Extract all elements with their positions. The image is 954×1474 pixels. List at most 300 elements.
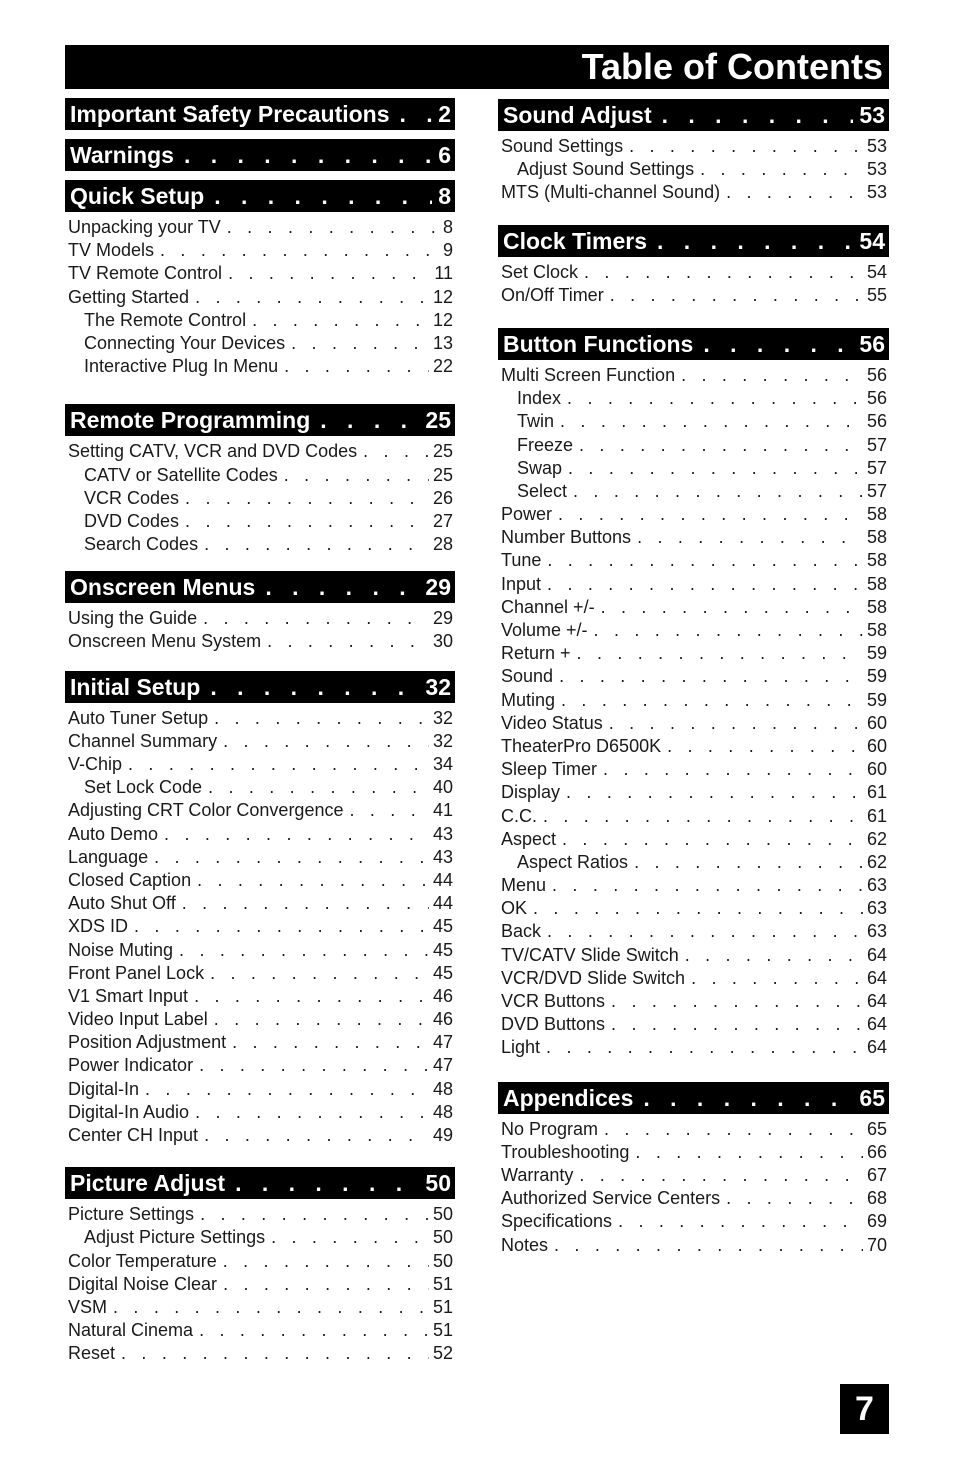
entry-label: Swap bbox=[517, 457, 563, 478]
entry-label: Getting Started bbox=[68, 286, 190, 307]
section-heading[interactable] bbox=[498, 225, 889, 257]
section-heading[interactable] bbox=[65, 1167, 455, 1199]
entry-label: Select bbox=[517, 480, 568, 501]
dot-leader bbox=[547, 920, 863, 943]
entry-label: Digital-In Audio bbox=[68, 1101, 190, 1122]
entry-label: Digital Noise Clear bbox=[68, 1273, 218, 1294]
entry-page: 57 bbox=[866, 434, 887, 455]
entry-page: 64 bbox=[866, 991, 887, 1011]
toc-entry[interactable] bbox=[68, 1031, 453, 1054]
entry-label: Sleep Timer bbox=[501, 759, 598, 780]
toc-entry[interactable] bbox=[501, 549, 887, 572]
dot-leader bbox=[559, 665, 863, 688]
toc-entry[interactable] bbox=[501, 990, 887, 1013]
toc-entry[interactable] bbox=[501, 135, 887, 158]
toc-entry[interactable] bbox=[501, 1164, 887, 1187]
toc-entry[interactable] bbox=[68, 239, 453, 262]
entry-page: 60 bbox=[866, 735, 887, 756]
entry-page: 61 bbox=[866, 805, 887, 826]
entry-label: Power Indicator bbox=[68, 1055, 194, 1076]
dot-leader bbox=[214, 707, 429, 730]
entry-label: Adjust Sound Settings bbox=[517, 159, 695, 180]
toc-subentry[interactable] bbox=[501, 410, 887, 433]
entry-page: 53 bbox=[866, 136, 887, 156]
entry-label: Specifications bbox=[501, 1211, 613, 1232]
dot-leader bbox=[214, 1008, 429, 1031]
entry-label: Connecting Your Devices bbox=[84, 332, 286, 353]
section-page: 32 bbox=[425, 673, 451, 700]
toc-entry[interactable] bbox=[501, 596, 887, 619]
dot-leader bbox=[700, 158, 863, 181]
toc-entry[interactable] bbox=[501, 1234, 887, 1257]
toc-entry[interactable] bbox=[501, 805, 887, 828]
toc-entry[interactable] bbox=[68, 799, 453, 822]
entry-list bbox=[65, 603, 455, 653]
dot-leader bbox=[629, 135, 863, 158]
entry-label: Aspect Ratios bbox=[517, 851, 629, 872]
dot-leader bbox=[552, 874, 863, 897]
entry-page: 32 bbox=[432, 730, 453, 751]
entry-page: 45 bbox=[432, 939, 453, 960]
toc-entry[interactable] bbox=[68, 869, 453, 892]
toc-entry[interactable] bbox=[501, 642, 887, 665]
toc-entry[interactable] bbox=[501, 689, 887, 712]
toc-subentry[interactable] bbox=[501, 387, 887, 410]
entry-page: 51 bbox=[432, 1296, 453, 1317]
entry-page: 62 bbox=[866, 828, 887, 849]
toc-entry[interactable] bbox=[68, 1296, 453, 1319]
toc-section bbox=[65, 98, 455, 130]
entry-page: 25 bbox=[432, 441, 453, 462]
entry-page: 28 bbox=[432, 534, 453, 555]
section-page: 6 bbox=[438, 142, 451, 168]
entry-page: 43 bbox=[432, 846, 453, 867]
dot-leader bbox=[182, 892, 429, 915]
toc-subentry[interactable] bbox=[68, 309, 453, 332]
dot-leader bbox=[618, 1210, 863, 1233]
entry-page: 64 bbox=[866, 944, 887, 965]
entry-page: 47 bbox=[432, 1055, 453, 1076]
dot-leader bbox=[134, 915, 429, 938]
toc-entry[interactable] bbox=[501, 665, 887, 688]
entry-page: 50 bbox=[432, 1250, 453, 1271]
entry-label: Return + bbox=[501, 643, 571, 664]
dot-leader bbox=[185, 510, 429, 533]
toc-entry[interactable] bbox=[501, 1036, 887, 1059]
section-title: Sound Adjust bbox=[503, 102, 652, 128]
entry-label: Menu bbox=[501, 875, 547, 896]
dot-leader bbox=[543, 805, 863, 828]
section-heading[interactable] bbox=[65, 98, 455, 130]
toc-subentry[interactable] bbox=[68, 1226, 453, 1249]
entry-list bbox=[498, 360, 889, 1060]
entry-page: 9 bbox=[442, 240, 453, 261]
toc-subentry[interactable] bbox=[501, 434, 887, 457]
entry-label: Number Buttons bbox=[501, 527, 632, 548]
dot-leader bbox=[233, 1167, 419, 1199]
toc-section bbox=[498, 328, 889, 1060]
toc-section bbox=[65, 671, 455, 1148]
toc-entry[interactable] bbox=[68, 846, 453, 869]
dot-leader bbox=[726, 1187, 863, 1210]
dot-leader bbox=[533, 897, 863, 920]
dot-leader bbox=[128, 753, 429, 776]
toc-entry[interactable] bbox=[68, 1054, 453, 1077]
dot-leader bbox=[227, 216, 439, 239]
toc-entry[interactable] bbox=[501, 1210, 887, 1233]
entry-label: Input bbox=[501, 573, 542, 594]
toc-section bbox=[65, 404, 455, 556]
entry-label: Set Clock bbox=[501, 261, 579, 282]
dot-leader bbox=[611, 1013, 863, 1036]
dot-leader bbox=[685, 944, 863, 967]
entry-page: 60 bbox=[866, 759, 887, 780]
toc-entry[interactable] bbox=[501, 758, 887, 781]
toc-entry[interactable] bbox=[68, 1078, 453, 1101]
entry-label: Auto Demo bbox=[68, 823, 159, 844]
entry-page: 43 bbox=[432, 823, 453, 844]
entry-label: Index bbox=[517, 388, 562, 409]
entry-page: 8 bbox=[442, 217, 453, 237]
toc-entry[interactable] bbox=[501, 181, 887, 204]
toc-entry[interactable] bbox=[501, 364, 887, 387]
dot-leader bbox=[584, 261, 863, 284]
entry-page: 13 bbox=[432, 332, 453, 353]
dot-leader bbox=[164, 823, 429, 846]
toc-entry[interactable] bbox=[501, 920, 887, 943]
entry-page: 49 bbox=[432, 1125, 453, 1145]
toc-entry[interactable] bbox=[501, 1187, 887, 1210]
section-heading[interactable] bbox=[498, 1082, 889, 1114]
entry-label: Onscreen Menu System bbox=[68, 631, 262, 652]
toc-entry[interactable] bbox=[68, 630, 453, 653]
toc-entry[interactable] bbox=[501, 1013, 887, 1036]
toc-entry[interactable] bbox=[501, 712, 887, 735]
toc-entry[interactable] bbox=[68, 1342, 453, 1365]
toc-entry[interactable] bbox=[501, 573, 887, 596]
entry-page: 56 bbox=[866, 364, 887, 385]
entry-label: DVD Buttons bbox=[501, 1014, 606, 1035]
dot-leader bbox=[208, 776, 429, 799]
dot-leader bbox=[208, 671, 419, 703]
section-title: Initial Setup bbox=[70, 673, 201, 700]
entry-label: Aspect bbox=[501, 828, 557, 849]
toc-entry[interactable] bbox=[68, 286, 453, 309]
toc-entry[interactable] bbox=[501, 284, 887, 307]
dot-leader bbox=[701, 328, 853, 360]
entry-page: 48 bbox=[432, 1101, 453, 1122]
dot-leader bbox=[194, 985, 429, 1008]
dot-leader bbox=[195, 1101, 429, 1124]
toc-entry[interactable] bbox=[68, 1250, 453, 1273]
dot-leader bbox=[267, 630, 429, 653]
toc-section bbox=[65, 180, 455, 378]
toc-section bbox=[498, 1082, 889, 1257]
entry-page: 50 bbox=[432, 1227, 453, 1248]
entry-label: Noise Muting bbox=[68, 939, 174, 960]
entry-page: 25 bbox=[432, 464, 453, 485]
entry-label: Channel +/- bbox=[501, 596, 595, 617]
entry-label: Authorized Service Centers bbox=[501, 1188, 721, 1209]
entry-page: 55 bbox=[866, 284, 887, 305]
entry-label: V1 Smart Input bbox=[68, 985, 189, 1006]
section-heading[interactable] bbox=[65, 139, 455, 171]
entry-page: 56 bbox=[866, 411, 887, 432]
toc-entry[interactable] bbox=[68, 1319, 453, 1342]
dot-leader bbox=[160, 239, 439, 262]
dot-leader bbox=[318, 404, 419, 436]
toc-section bbox=[498, 99, 889, 205]
toc-entry[interactable] bbox=[501, 967, 887, 990]
entry-page: 59 bbox=[866, 689, 887, 710]
section-title: Quick Setup bbox=[70, 183, 205, 209]
toc-entry[interactable] bbox=[68, 607, 453, 630]
entry-page: 54 bbox=[866, 261, 887, 282]
section-page: 65 bbox=[859, 1084, 885, 1111]
entry-label: Search Codes bbox=[84, 534, 199, 555]
entry-label: TV Models bbox=[68, 240, 155, 261]
dot-leader bbox=[284, 464, 429, 487]
entry-page: 63 bbox=[866, 875, 887, 896]
entry-label: Adjusting CRT Color Convergence bbox=[68, 800, 344, 821]
toc-subentry[interactable] bbox=[501, 457, 887, 480]
entry-label: Closed Caption bbox=[68, 869, 192, 890]
toc-subentry[interactable] bbox=[501, 480, 887, 503]
section-page: 56 bbox=[859, 330, 885, 357]
entry-page: 44 bbox=[432, 869, 453, 890]
entry-label: Unpacking your TV bbox=[68, 217, 221, 237]
toc-subentry[interactable] bbox=[501, 158, 887, 181]
section-page: 25 bbox=[425, 407, 451, 434]
dot-leader bbox=[655, 225, 853, 257]
dot-leader bbox=[154, 846, 429, 869]
toc-entry[interactable] bbox=[501, 897, 887, 920]
entry-page: 51 bbox=[432, 1273, 453, 1294]
dot-leader bbox=[200, 1203, 429, 1226]
toc-entry[interactable] bbox=[68, 730, 453, 753]
toc-subentry[interactable] bbox=[68, 510, 453, 533]
dot-leader bbox=[558, 503, 863, 526]
section-page: 54 bbox=[859, 227, 885, 254]
entry-label: Using the Guide bbox=[68, 608, 198, 629]
entry-page: 29 bbox=[432, 608, 453, 629]
section-heading[interactable] bbox=[65, 571, 455, 603]
entry-page: 51 bbox=[432, 1320, 453, 1341]
dot-leader bbox=[263, 571, 419, 603]
toc-entry[interactable] bbox=[68, 216, 453, 239]
section-heading[interactable] bbox=[65, 671, 455, 703]
toc-entry[interactable] bbox=[501, 781, 887, 804]
toc-entry[interactable] bbox=[68, 1008, 453, 1031]
toc-entry[interactable] bbox=[68, 1273, 453, 1296]
dot-leader bbox=[223, 730, 429, 753]
entry-page: 41 bbox=[432, 800, 453, 821]
dot-leader bbox=[579, 434, 863, 457]
entry-label: XDS ID bbox=[68, 916, 129, 937]
toc-entry[interactable] bbox=[68, 823, 453, 846]
entry-page: 45 bbox=[432, 962, 453, 983]
dot-leader bbox=[252, 309, 429, 332]
toc-subentry[interactable] bbox=[68, 776, 453, 799]
dot-leader bbox=[637, 526, 863, 549]
dot-leader bbox=[568, 457, 863, 480]
entry-label: Tune bbox=[501, 550, 542, 571]
entry-page: 60 bbox=[866, 712, 887, 733]
toc-subentry[interactable] bbox=[68, 332, 453, 355]
toc-entry[interactable] bbox=[501, 261, 887, 284]
entry-page: 58 bbox=[866, 527, 887, 548]
dot-leader bbox=[611, 990, 863, 1013]
dot-leader bbox=[573, 480, 863, 503]
entry-page: 58 bbox=[866, 573, 887, 594]
dot-leader bbox=[594, 619, 863, 642]
entry-label: Freeze bbox=[517, 434, 574, 455]
entry-label: Auto Shut Off bbox=[68, 893, 176, 914]
entry-label: Interactive Plug In Menu bbox=[84, 356, 279, 377]
dot-leader bbox=[567, 387, 863, 410]
entry-page: 58 bbox=[866, 596, 887, 617]
dot-leader bbox=[195, 286, 429, 309]
toc-entry[interactable] bbox=[68, 892, 453, 915]
toc-entry[interactable] bbox=[501, 1141, 887, 1164]
entry-page: 69 bbox=[866, 1211, 887, 1232]
dot-leader bbox=[546, 1036, 863, 1059]
entry-label: VCR Codes bbox=[84, 487, 180, 508]
toc-subentry[interactable] bbox=[501, 851, 887, 874]
toc-entry[interactable] bbox=[68, 1124, 453, 1147]
entry-label: DVD Codes bbox=[84, 510, 180, 531]
section-title: Picture Adjust bbox=[70, 1170, 226, 1197]
entry-label: Back bbox=[501, 921, 542, 942]
entry-label: Auto Tuner Setup bbox=[68, 707, 209, 728]
dot-leader bbox=[562, 828, 863, 851]
entry-page: 66 bbox=[866, 1141, 887, 1162]
toc-entry[interactable] bbox=[68, 915, 453, 938]
toc-section bbox=[65, 139, 455, 171]
section-title: Onscreen Menus bbox=[70, 574, 256, 601]
toc-entry[interactable] bbox=[68, 939, 453, 962]
entry-page: 46 bbox=[432, 1009, 453, 1030]
entry-page: 64 bbox=[866, 1037, 887, 1058]
dot-leader bbox=[284, 355, 429, 378]
entry-page: 59 bbox=[866, 666, 887, 687]
toc-entry[interactable] bbox=[501, 874, 887, 897]
entry-label: CATV or Satellite Codes bbox=[84, 464, 278, 485]
entry-label: Power bbox=[501, 504, 553, 525]
entry-label: Digital-In bbox=[68, 1078, 140, 1099]
toc-entry[interactable] bbox=[68, 440, 453, 463]
entry-page: 61 bbox=[866, 782, 887, 803]
toc-entry[interactable] bbox=[68, 1203, 453, 1226]
entry-label: VCR/DVD Slide Switch bbox=[501, 967, 686, 988]
entry-label: TV/CATV Slide Switch bbox=[501, 944, 679, 965]
toc-entry[interactable] bbox=[501, 1118, 887, 1141]
entry-label: Picture Settings bbox=[68, 1204, 195, 1225]
section-title: Important Safety Precautions bbox=[70, 101, 390, 127]
toc-entry[interactable] bbox=[68, 753, 453, 776]
dot-leader bbox=[204, 1124, 429, 1147]
entry-label: TV Remote Control bbox=[68, 263, 223, 284]
toc-entry[interactable] bbox=[501, 944, 887, 967]
dot-leader bbox=[145, 1078, 429, 1101]
dot-leader bbox=[398, 98, 433, 130]
toc-entry[interactable] bbox=[501, 619, 887, 642]
entry-label: Position Adjustment bbox=[68, 1032, 227, 1053]
entry-page: 48 bbox=[432, 1078, 453, 1099]
entry-page: 40 bbox=[432, 777, 453, 798]
section-heading[interactable] bbox=[498, 99, 889, 131]
entry-label: Warranty bbox=[501, 1164, 574, 1185]
entry-page: 52 bbox=[432, 1343, 453, 1364]
entry-label: Twin bbox=[517, 411, 555, 432]
toc-subentry[interactable] bbox=[68, 464, 453, 487]
entry-list bbox=[65, 436, 455, 556]
entry-page: 62 bbox=[866, 851, 887, 872]
section-title: Clock Timers bbox=[503, 227, 648, 254]
dot-leader bbox=[554, 1234, 863, 1257]
entry-label: Set Lock Code bbox=[84, 777, 203, 798]
toc-left-column bbox=[65, 98, 455, 1366]
toc-entry[interactable] bbox=[68, 262, 453, 285]
section-heading[interactable] bbox=[498, 328, 889, 360]
toc-entry[interactable] bbox=[68, 962, 453, 985]
entry-label: Reset bbox=[68, 1343, 116, 1364]
toc-entry[interactable] bbox=[501, 735, 887, 758]
toc-subentry[interactable] bbox=[68, 487, 453, 510]
section-heading[interactable] bbox=[65, 180, 455, 212]
dot-leader bbox=[210, 962, 429, 985]
toc-section bbox=[65, 1167, 455, 1365]
dot-leader bbox=[634, 851, 863, 874]
dot-leader bbox=[199, 1054, 429, 1077]
dot-leader bbox=[113, 1296, 429, 1319]
toc-entry[interactable] bbox=[501, 503, 887, 526]
entry-list bbox=[498, 257, 889, 307]
entry-label: Front Panel Lock bbox=[68, 962, 205, 983]
dot-leader bbox=[726, 181, 863, 204]
section-title: Remote Programming bbox=[70, 407, 311, 434]
section-title: Appendices bbox=[503, 1084, 634, 1111]
toc-entry[interactable] bbox=[68, 1101, 453, 1124]
toc-entry[interactable] bbox=[68, 985, 453, 1008]
toc-subentry[interactable] bbox=[68, 355, 453, 378]
dot-leader bbox=[232, 1031, 429, 1054]
dot-leader bbox=[603, 758, 863, 781]
section-page: 53 bbox=[859, 102, 885, 128]
entry-label: V-Chip bbox=[68, 754, 123, 774]
toc-section bbox=[498, 225, 889, 307]
toc-subentry[interactable] bbox=[68, 533, 453, 556]
entry-page: 30 bbox=[432, 631, 453, 652]
entry-list bbox=[498, 1114, 889, 1257]
dot-leader bbox=[635, 1141, 863, 1164]
dot-leader bbox=[610, 284, 863, 307]
entry-label: TheaterPro D6500K bbox=[501, 735, 662, 756]
section-page: 50 bbox=[425, 1170, 451, 1197]
entry-label: VSM bbox=[68, 1296, 108, 1317]
entry-page: 64 bbox=[866, 967, 887, 988]
entry-page: 12 bbox=[432, 286, 453, 307]
section-heading[interactable] bbox=[65, 404, 455, 436]
entry-label: The Remote Control bbox=[84, 309, 247, 330]
toc-entry[interactable] bbox=[501, 828, 887, 851]
entry-label: Sound Settings bbox=[501, 136, 624, 156]
toc-entry[interactable] bbox=[68, 707, 453, 730]
entry-page: 32 bbox=[432, 707, 453, 728]
toc-entry[interactable] bbox=[501, 526, 887, 549]
entry-page: 44 bbox=[432, 893, 453, 914]
entry-label: Setting CATV, VCR and DVD Codes bbox=[68, 441, 358, 462]
